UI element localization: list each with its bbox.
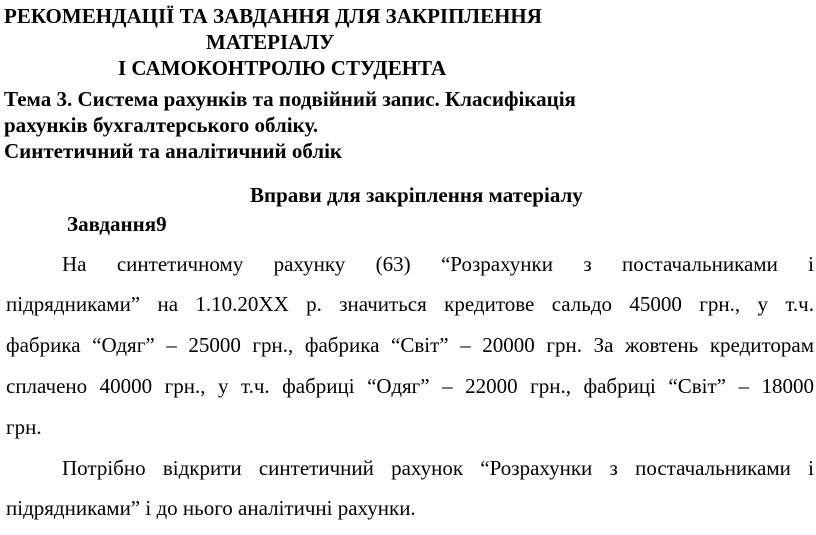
paragraph-2-line-2: підрядниками” і до нього аналітичні рахунки.	[6, 496, 416, 520]
topic-line-1: Тема 3. Система рахунків та подвійний запис. Класифікація	[4, 87, 576, 111]
heading-line-1: РЕКОМЕНДАЦІЇ ТА ЗАВДАННЯ ДЛЯ ЗАКРІПЛЕННЯ	[4, 4, 542, 28]
paragraph-1-line-4: сплачено 40000 грн., у т.ч. фабриці “Одяг” – 22000 грн., фабриці “Світ” – 18000	[6, 374, 814, 398]
paragraph-1-line-1: На синтетичному рахунку (63) “Розрахунки з постачальниками і	[62, 252, 814, 276]
topic-line-2: рахунків бухгалтерського обліку.	[4, 113, 319, 137]
heading-line-2: МАТЕРІАЛУ	[206, 30, 335, 54]
paragraph-1-line-5: грн.	[6, 415, 42, 439]
topic-line-3: Синтетичний та аналітичний облік	[4, 139, 343, 163]
heading-line-3: І САМОКОНТРОЛЮ СТУДЕНТА	[118, 56, 447, 80]
task-title: Завдання9	[67, 212, 167, 236]
paragraph-1-line-3: фабрика “Одяг” – 25000 грн., фабрика “Світ” – 20000 грн. За жовтень кредиторам	[6, 333, 814, 357]
paragraph-1-line-2: підрядниками” на 1.10.20ХХ р. значиться кредитове сальдо 45000 грн., у т.ч.	[6, 292, 814, 316]
paragraph-2-line-1: Потрібно відкрити синтетичний рахунок “Розрахунки з постачальниками і	[62, 456, 814, 480]
section-title: Вправи для закріплення матеріалу	[250, 183, 583, 207]
